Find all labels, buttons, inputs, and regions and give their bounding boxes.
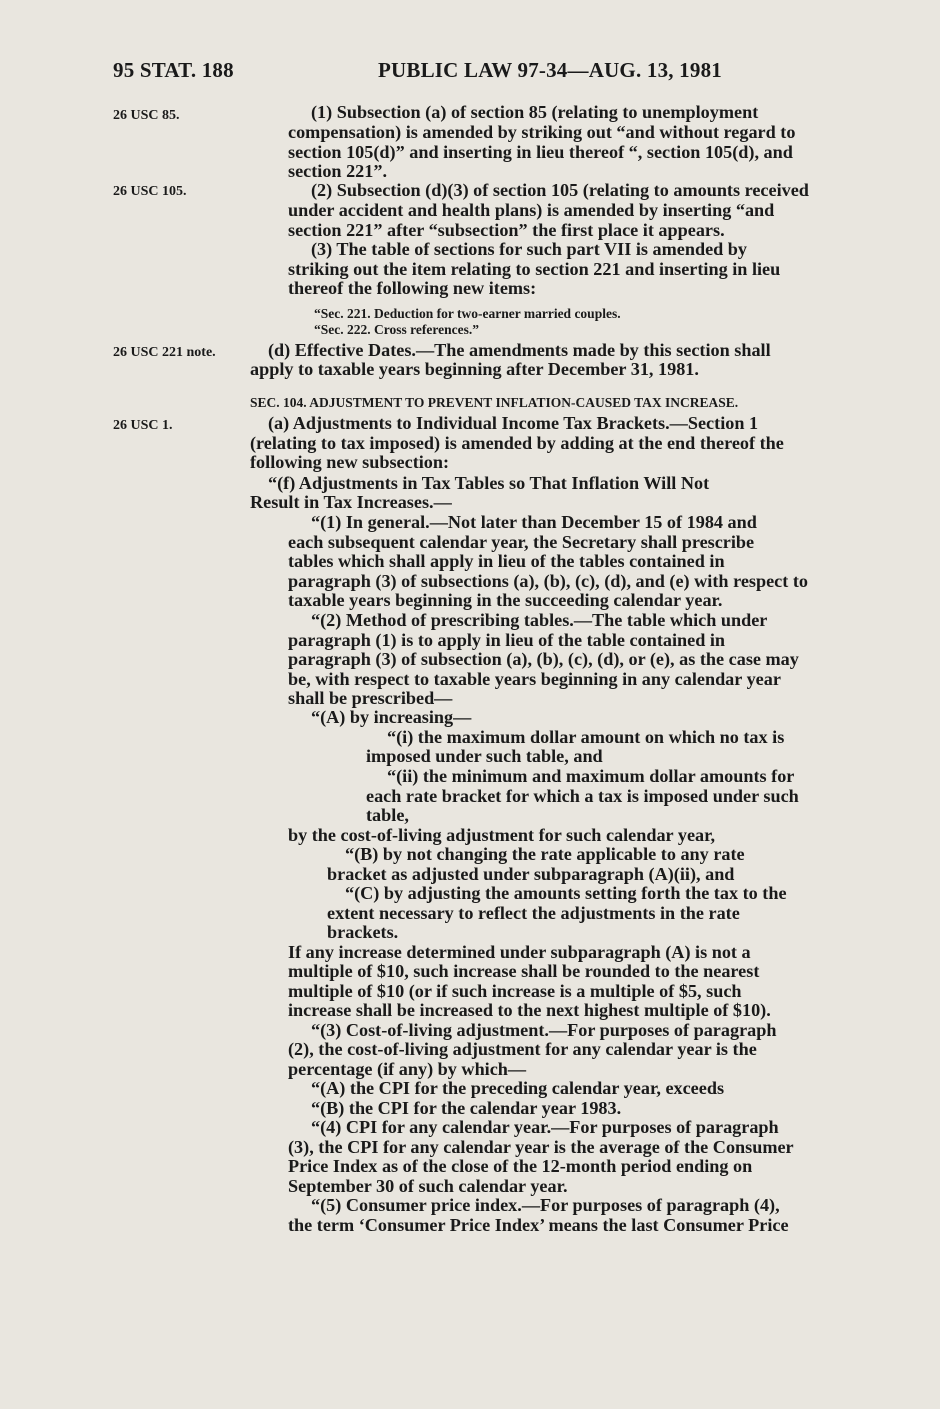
text-line: section 221” after “subsection” the first place it appears. bbox=[288, 220, 725, 240]
text-line: tables which shall apply in lieu of the tables contained in bbox=[288, 551, 725, 571]
text-line: “(2) Method of prescribing tables.—The table which under bbox=[311, 610, 768, 630]
text-line: “(1) In general.—Not later than December 15 of 1984 and bbox=[311, 512, 757, 532]
text-line: paragraph (3) of subsection (a), (b), (c), (d), or (e), as the case may bbox=[288, 649, 799, 669]
text-line: thereof the following new items: bbox=[288, 278, 537, 298]
text-line: (d) Effective Dates.—The amendments made by this section shall bbox=[268, 340, 771, 360]
text-line: “(A) by increasing— bbox=[311, 707, 472, 727]
text-line: (relating to tax imposed) is amended by adding at the end thereof the bbox=[250, 433, 784, 453]
text-line: following new subsection: bbox=[250, 452, 450, 472]
text-line: (a) Adjustments to Individual Income Tax Brackets.—Section 1 bbox=[268, 413, 759, 433]
text-line: “(A) the CPI for the preceding calendar year, exceeds bbox=[311, 1078, 725, 1098]
text-line: “(5) Consumer price index.—For purposes of paragraph (4), bbox=[311, 1195, 780, 1215]
text-line: “(B) by not changing the rate applicable to any rate bbox=[345, 844, 745, 864]
text-line: (3), the CPI for any calendar year is the average of the Consumer bbox=[288, 1137, 794, 1157]
text-line: section 105(d)” and inserting in lieu thereof “, section 105(d), and bbox=[288, 142, 793, 162]
text-line: paragraph (3) of subsections (a), (b), (c), (d), and (e) with respect to bbox=[288, 571, 808, 591]
text-line: September 30 of such calendar year. bbox=[288, 1176, 568, 1196]
section-heading: SEC. 104. ADJUSTMENT TO PREVENT INFLATION-CAUSED TAX INCREASE. bbox=[250, 395, 739, 410]
text-line: (2) Subsection (d)(3) of section 105 (relating to amounts received bbox=[311, 180, 809, 200]
page-reference: 95 STAT. 188 bbox=[113, 58, 234, 82]
text-line: each subsequent calendar year, the Secretary shall prescribe bbox=[288, 532, 755, 552]
text-line: Price Index as of the close of the 12-month period ending on bbox=[288, 1156, 753, 1176]
text-line: (1) Subsection (a) of section 85 (relating to unemployment bbox=[311, 102, 759, 122]
text-line: percentage (if any) by which— bbox=[288, 1059, 527, 1079]
text-line: “(C) by adjusting the amounts setting forth the tax to the bbox=[345, 883, 787, 903]
text-line: extent necessary to reflect the adjustments in the rate bbox=[327, 903, 740, 923]
text-line: imposed under such table, and bbox=[366, 746, 603, 766]
text-line: “(ii) the minimum and maximum dollar amounts for bbox=[387, 766, 795, 786]
text-line: increase shall be increased to the next highest multiple of $10). bbox=[288, 1000, 771, 1020]
margin-note: 26 USC 85. bbox=[113, 108, 180, 123]
text-line: Result in Tax Increases.— bbox=[250, 492, 452, 512]
text-line: table, bbox=[366, 805, 409, 825]
text-line: each rate bracket for which a tax is imposed under such bbox=[366, 786, 799, 806]
text-line: compensation) is amended by striking out “and without regard to bbox=[288, 122, 796, 142]
text-line: by the cost-of-living adjustment for such calendar year, bbox=[288, 825, 716, 845]
text-line: “(B) the CPI for the calendar year 1983. bbox=[311, 1098, 622, 1118]
text-line: section 221”. bbox=[288, 161, 388, 181]
text-line: bracket as adjusted under subparagraph (A)(ii), and bbox=[327, 864, 735, 884]
text-line: “(f) Adjustments in Tax Tables so That Inflation Will Not bbox=[268, 473, 710, 493]
text-line: the term ‘Consumer Price Index’ means the last Consumer Price bbox=[288, 1215, 789, 1235]
text-line: “Sec. 222. Cross references.” bbox=[314, 322, 479, 337]
text-line: shall be prescribed— bbox=[288, 688, 453, 708]
text-line: apply to taxable years beginning after December 31, 1981. bbox=[250, 359, 699, 379]
text-line: striking out the item relating to section 221 and inserting in lieu bbox=[288, 259, 781, 279]
margin-note: 26 USC 1. bbox=[113, 418, 173, 433]
text-line: taxable years beginning in the succeeding calendar year. bbox=[288, 590, 723, 610]
text-line: paragraph (1) is to apply in lieu of the table contained in bbox=[288, 630, 726, 650]
text-line: (3) The table of sections for such part VII is amended by bbox=[311, 239, 748, 259]
text-line: “(4) CPI for any calendar year.—For purposes of paragraph bbox=[311, 1117, 779, 1137]
text-line: multiple of $10 (or if such increase is a multiple of $5, such bbox=[288, 981, 742, 1001]
text-line: brackets. bbox=[327, 922, 399, 942]
margin-note: 26 USC 105. bbox=[113, 184, 187, 199]
text-line: “(i) the maximum dollar amount on which no tax is bbox=[387, 727, 785, 747]
text-line: If any increase determined under subparagraph (A) is not a bbox=[288, 942, 751, 962]
text-line: (2), the cost-of-living adjustment for any calendar year is the bbox=[288, 1039, 757, 1059]
text-line: be, with respect to taxable years beginning in any calendar year bbox=[288, 669, 781, 689]
text-line: “Sec. 221. Deduction for two-earner married couples. bbox=[314, 306, 621, 321]
law-title: PUBLIC LAW 97-34—AUG. 13, 1981 bbox=[378, 58, 722, 82]
text-line: under accident and health plans) is amended by inserting “and bbox=[288, 200, 775, 220]
text-line: “(3) Cost-of-living adjustment.—For purposes of paragraph bbox=[311, 1020, 777, 1040]
text-line: multiple of $10, such increase shall be rounded to the nearest bbox=[288, 961, 760, 981]
margin-note: 26 USC 221 note. bbox=[113, 345, 216, 360]
